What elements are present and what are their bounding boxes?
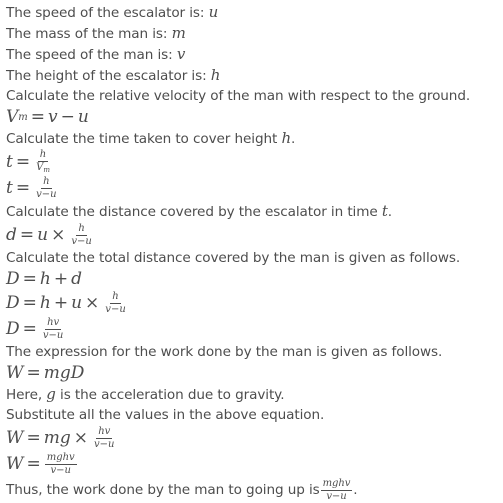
fraction [92,427,116,450]
step-text: Thus, the work done by the man to going up is [6,482,320,498]
period: . [387,204,393,220]
variable-u: u [208,3,219,21]
numerator: hv [98,425,111,437]
period: . [353,482,358,498]
equation-total-distance-1 [6,268,501,290]
eq-equals: = [15,152,31,172]
step-substitute [6,405,501,425]
eq-equals: = [19,225,35,245]
step-work-expression [6,342,501,362]
fraction [45,453,77,476]
step-text: Calculate the distance covered by the escalator in time [6,204,382,220]
eq-term: v [48,107,58,127]
eq-equals: = [22,293,37,313]
denominator: v−u [326,490,347,502]
step-relative-velocity [6,86,501,106]
equation-total-distance-3 [6,316,501,342]
eq-equals: = [26,363,41,383]
step-text: Substitute all the values in the above equation. [6,407,325,423]
eq-operator: × [73,428,88,448]
variable-h: h [281,129,292,147]
fraction [103,292,127,315]
conclusion [6,477,501,503]
eq-lhs: D [6,293,20,313]
fraction [41,318,65,341]
eq-term: d [71,269,82,289]
eq-equals: = [15,178,31,198]
step-text: Here, [6,387,47,403]
step-text: Calculate the relative velocity of the man with respect to the ground. [6,88,471,104]
eq-operator: + [53,269,69,289]
step-time [6,128,501,149]
fraction [69,224,93,247]
numerator: mghv [46,451,75,463]
variable-g: g [46,385,56,403]
eq-lhs: W [6,363,24,383]
denominator: v−u [42,329,64,341]
eq-term: u [37,225,49,245]
eq-operator: + [53,293,69,313]
eq-lhs: t [6,178,13,198]
equation-work-3 [6,451,501,477]
variable-m: m [171,24,186,42]
eq-equals: = [26,454,41,474]
fraction [34,177,58,200]
equation-work-2 [6,425,501,451]
numerator: h [112,290,119,302]
denominator: v−u [50,464,71,476]
eq-term: mg [43,428,71,448]
eq-equals: = [30,107,46,127]
equation-total-distance-2 [6,290,501,316]
denominator-subscript: m [43,165,50,174]
eq-term: h [39,269,51,289]
eq-term: u [77,107,89,127]
numerator: h [43,175,50,187]
numerator: hv [47,316,60,328]
eq-lhs: D [6,269,20,289]
numerator: mghv [322,477,351,489]
given-escalator-height [6,65,501,86]
variable-v: v [176,45,186,63]
step-text: is the acceleration due to gravity. [55,387,285,403]
eq-equals: = [22,319,37,339]
eq-term: h [39,293,51,313]
step-escalator-distance [6,201,501,222]
period: . [291,131,296,147]
eq-lhs: t [6,152,13,172]
denominator-base: V [36,161,44,173]
equation-time-2 [6,175,501,201]
eq-equals: = [26,428,41,448]
step-total-distance [6,248,501,268]
fraction [321,479,353,502]
eq-term: mgD [43,363,85,383]
eq-term: u [71,293,83,313]
eq-lhs: D [6,319,20,339]
step-text: Calculate the total distance covered by the man is given as follows. [6,250,461,266]
equation-relative-velocity [6,106,501,128]
given-escalator-speed [6,2,501,23]
given-man-mass [6,23,501,44]
given-text: The height of the escalator is: [6,68,211,84]
denominator: v−u [71,235,92,247]
step-gravity-note [6,384,501,405]
equation-escalator-distance [6,222,501,248]
eq-operator: × [51,225,66,245]
equation-time-1 [6,149,501,175]
denominator: v−u [94,438,115,450]
given-text: The speed of the escalator is: [6,5,209,21]
solution-document [6,2,501,503]
given-text: The mass of the man is: [6,26,172,42]
numerator: h [39,148,47,160]
eq-lhs: W [6,454,24,474]
numerator: h [78,222,85,234]
step-text: Calculate the time taken to cover height [6,131,282,147]
variable-h: h [210,66,221,84]
eq-equals: = [22,269,37,289]
step-text: The expression for the work done by the man is given as follows. [6,344,443,360]
equation-work-1 [6,362,501,384]
denominator: v−u [36,188,57,200]
eq-lhs: V [6,107,19,127]
eq-lhs: d [6,225,17,245]
eq-subscript: m [18,111,28,123]
given-text: The speed of the man is: [6,47,177,63]
fraction [34,150,52,175]
denominator: v−u [105,303,126,315]
eq-operator: × [85,293,100,313]
denominator [34,162,52,175]
variable-t: t [381,202,388,220]
eq-lhs: W [6,428,24,448]
eq-operator: − [60,107,75,127]
given-man-speed [6,44,501,65]
